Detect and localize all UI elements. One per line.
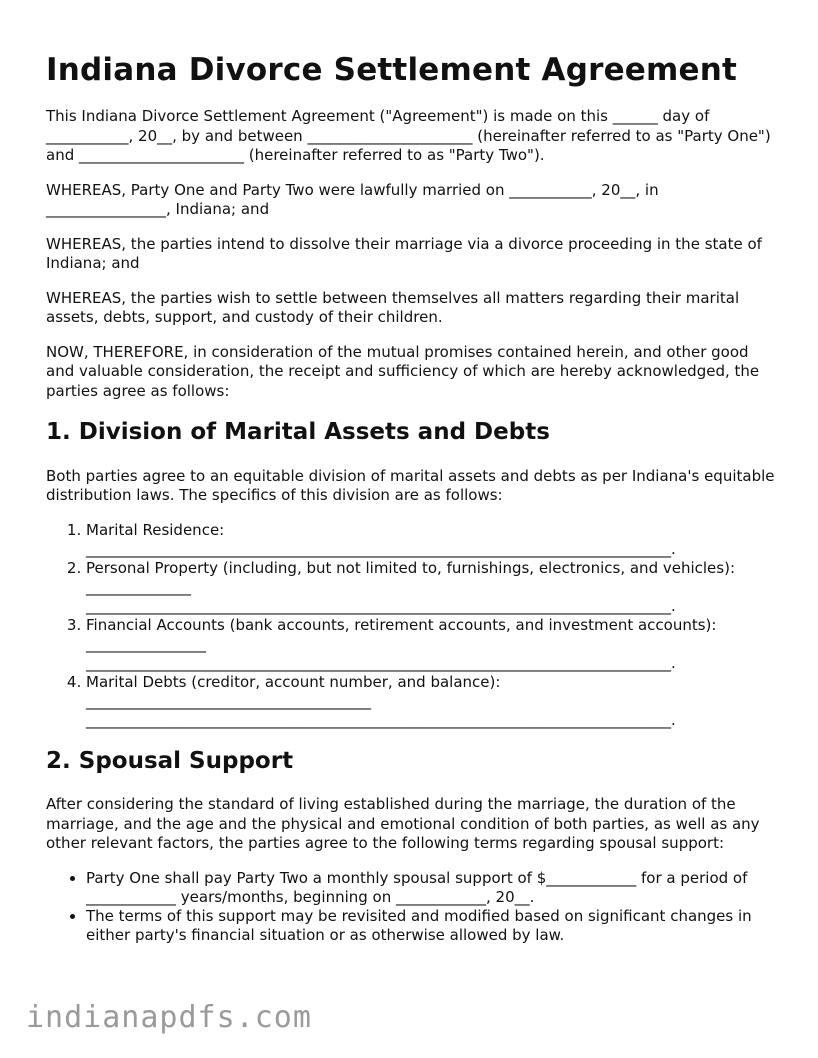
now-therefore-paragraph: NOW, THEREFORE, in consideration of the mutual promises contained herein, and other good and valuable consideration, the receipt and sufficiency of which are hereby acknowledged, the parties agree as follows: — [46, 342, 760, 400]
list-item-marital-debts: 4. Marital Debts (creditor, account number, and balance): ______________________________________ ______________________________________________________________________________. — [86, 673, 776, 730]
section-1-heading: 1. Division of Marital Assets and Debts — [46, 419, 550, 446]
whereas-settle-paragraph: WHEREAS, the parties wish to settle between themselves all matters regarding their marital assets, debts, support, and custody of their children. — [46, 288, 740, 327]
document-page — [46, 52, 776, 959]
assets-debts-list — [46, 521, 776, 730]
whereas-married-paragraph: WHEREAS, Party One and Party Two were lawfully married on ___________, 20__, in ________________, Indiana; and — [46, 180, 659, 219]
list-item-marital-residence: 1. Marital Residence: ______________________________________________________________________________. — [86, 521, 776, 559]
list-item-personal-property: 2. Personal Property (including, but not limited to, furnishings, electronics, and vehicles): ______________ ______________________________________________________________________________. — [86, 559, 776, 616]
section-2-intro: After considering the standard of living established during the marriage, the duration of the marriage, and the age and the physical and emotional condition of both parties, as well as any other relevant factors, the parties agree to the following terms regarding spousal support: — [46, 795, 760, 853]
section-1-intro: Both parties agree to an equitable division of marital assets and debts as per Indiana's equitable distribution laws. The specifics of this division are as follows: — [46, 466, 775, 505]
list-item-financial-accounts: 3. Financial Accounts (bank accounts, retirement accounts, and investment accounts): ________________ ______________________________________________________________________________. — [86, 616, 776, 673]
intro-paragraph: This Indiana Divorce Settlement Agreement ("Agreement") is made on this ______ day of ___________, 20__, by and between ______________________ (hereinafter referred to as "Party One") and ______________________ (hereinafter referred to as "Party Two"). — [46, 107, 771, 165]
spousal-support-list — [46, 869, 776, 945]
list-item-support-modification: • The terms of this support may be revisited and modified based on significant changes in either party's financial situation or as otherwise allowed by law. — [86, 907, 776, 945]
whereas-dissolve-paragraph: WHEREAS, the parties intend to dissolve their marriage via a divorce proceeding in the state of Indiana; and — [46, 234, 762, 273]
list-item-monthly-support: • Party One shall pay Party Two a monthly spousal support of $____________ for a period of ____________ years/months, beginning on ____________, 20__. — [86, 869, 776, 907]
document-title: Indiana Divorce Settlement Agreement — [46, 52, 738, 88]
watermark: indianapdfs.com — [26, 1000, 312, 1035]
section-2-heading: 2. Spousal Support — [46, 747, 294, 774]
